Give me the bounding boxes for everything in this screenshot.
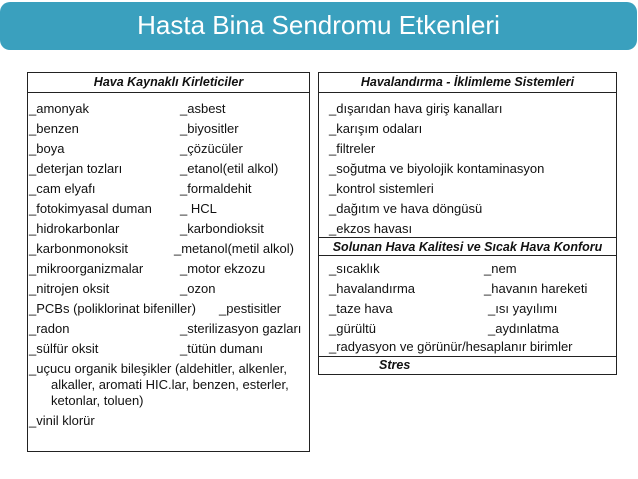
list-item: _havanın hareketi (484, 281, 588, 296)
list-item: _çözücüler (180, 141, 243, 156)
list-item: _tütün dumanı (180, 341, 264, 356)
list-item: _uçucu organik bileşikler (aldehitler, alkenler, (29, 361, 287, 376)
list-item: _ozon (180, 281, 216, 296)
list-item: _taze hava (329, 301, 393, 316)
list-item: _aydınlatma (488, 321, 559, 336)
list-item: _biyositler (180, 121, 239, 136)
list-item: _radon (29, 321, 70, 336)
list-item: _karbondioksit (180, 221, 264, 236)
list-item: _dışarıdan hava giriş kanalları (329, 101, 503, 116)
title-bar (0, 2, 637, 50)
list-item: _gürültü (329, 321, 376, 336)
list-item: _dağıtım ve hava döngüsü (329, 201, 483, 216)
list-item: _vinil klorür (29, 413, 95, 428)
list-item: _ HCL (180, 201, 217, 216)
list-item-continuation: alkaller, aromati HIC.lar, benzen, esterler, (51, 377, 289, 392)
ventilation-header: Havalandırma - İklimleme Sistemleri (319, 73, 616, 93)
air-pollutants-header: Hava Kaynaklı Kirleticiler (28, 73, 309, 93)
list-item: _etanol(etil alkol) (180, 161, 279, 176)
list-item: _filtreler (329, 141, 376, 156)
list-item: _nem (484, 261, 517, 276)
list-item: _cam elyafı (29, 181, 96, 196)
list-item: _radyasyon ve görünür/hesaplanır birimler (329, 339, 573, 354)
list-item: _PCBs (poliklorinat bifeniller) (29, 301, 196, 316)
ventilation-panel (318, 72, 617, 375)
list-item: _asbest (180, 101, 226, 116)
list-item: _ısı yayılımı (488, 301, 558, 316)
list-item: _motor ekzozu (180, 261, 266, 276)
list-item: _hidrokarbonlar (29, 221, 120, 236)
divider (319, 356, 616, 357)
air-quality-header: Solunan Hava Kalitesi ve Sıcak Hava Konforu (319, 237, 616, 256)
stress-label: Stres (379, 358, 411, 372)
list-item: _deterjan tozları (29, 161, 123, 176)
list-item: _metanol(metil alkol) (174, 241, 294, 256)
list-item: _pestisitler (219, 301, 282, 316)
list-item: _soğutma ve biyolojik kontaminasyon (329, 161, 545, 176)
list-item: _karışım odaları (329, 121, 423, 136)
list-item: _boya (29, 141, 65, 156)
list-item: _formaldehit (180, 181, 252, 196)
list-item: _kontrol sistemleri (329, 181, 434, 196)
list-item: _benzen (29, 121, 79, 136)
list-item: _amonyak (29, 101, 89, 116)
list-item: _ekzos havası (329, 221, 413, 236)
list-item: _mikroorganizmalar (29, 261, 144, 276)
list-item-continuation: ketonlar, toluen) (51, 393, 144, 408)
air-pollutants-panel (27, 72, 310, 452)
list-item: _karbonmonoksit (29, 241, 128, 256)
list-item: _havalandırma (329, 281, 415, 296)
list-item: _sterilizasyon gazları (180, 321, 302, 336)
list-item: _sıcaklık (329, 261, 380, 276)
list-item: _nitrojen oksit (29, 281, 110, 296)
slide-title: Hasta Bina Sendromu Etkenleri (137, 10, 500, 40)
list-item: _fotokimyasal duman (29, 201, 152, 216)
list-item: _sülfür oksit (29, 341, 99, 356)
